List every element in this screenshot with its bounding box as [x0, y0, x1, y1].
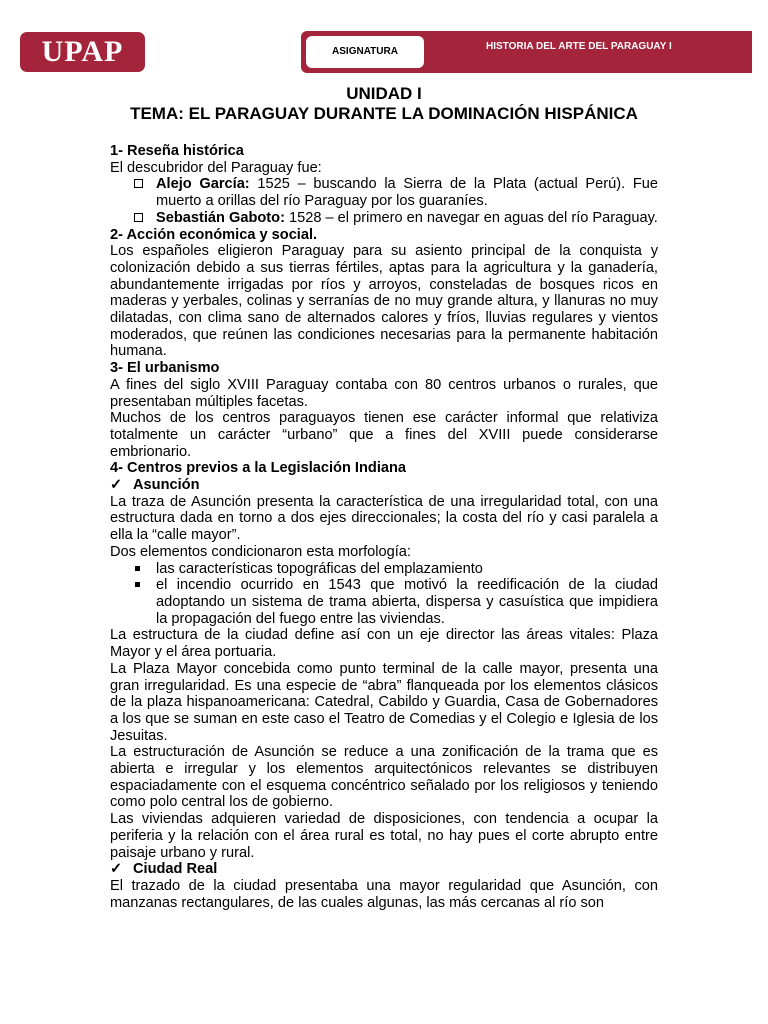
subheading-label: Ciudad Real — [133, 861, 218, 878]
list-item-text: las características topográficas del emplazamiento — [156, 560, 483, 577]
subheading-asuncion — [110, 477, 658, 494]
list-item — [110, 176, 658, 209]
section-heading-1: 1- Reseña histórica — [110, 143, 244, 159]
subheading-ciudad-real — [110, 861, 658, 878]
list-item — [110, 210, 658, 227]
subheading-label: Asunción — [133, 477, 200, 494]
paragraph: La traza de Asunción presenta la característica de una irregularidad total, con una estructura dada en torno a dos ejes direccionales; la costa del río y casi paralela a ella la “calle mayor”. — [110, 493, 658, 544]
checkbox-bullet-icon — [134, 213, 143, 222]
checkmark-icon: ✓ — [110, 477, 123, 494]
paragraph: Los españoles eligieron Paraguay para su asiento principal de la conquista y colonización debido a sus tierras fértiles, aptas para la agricultura y la ganadería, abundantemente irrigadas por ríos y arroyos, consteladas de bosques ricos en maderas y yerbales, colinas y serranías de no muy grande altura, y llanuras no muy dilatadas, con clima sano de alternados calores y fríos, lluvias regulares y vientos moderados, que reúnen las condiciones necesarias para la permanente habitación humana. — [110, 243, 658, 360]
list-item-text: 1528 – el primero en navegar en aguas del río Paraguay. — [284, 209, 658, 226]
paragraph: Dos elementos condicionaron esta morfología: — [110, 543, 411, 560]
list-item-name: Sebastián Gaboto: — [156, 209, 285, 226]
unit-title: UNIDAD I — [346, 84, 422, 103]
list-item — [110, 577, 658, 627]
section-heading-3: 3- El urbanismo — [110, 360, 220, 377]
section-heading-2: 2- Acción económica y social. — [110, 226, 318, 243]
paragraph: La estructura de la ciudad define así con un eje director las áreas vitales: Plaza Mayor y el área portuaria. — [110, 627, 658, 661]
title-block — [0, 84, 768, 124]
upap-logo: UPAP — [20, 32, 145, 72]
list-item-name: Alejo García: — [156, 176, 250, 193]
section-heading-4: 4- Centros previos a la Legislación Indiana — [110, 460, 407, 477]
paragraph: El descubridor del Paraguay fue: — [110, 159, 322, 176]
theme-title: TEMA: EL PARAGUAY DURANTE LA DOMINACIÓN HISPÁNICA — [130, 104, 638, 123]
paragraph: Las viviendas adquieren variedad de disposiciones, con tendencia a ocupar la periferia y la relación con el área rural es total, no hay pues el corte abrupto entre paisaje urbano y rural. — [110, 811, 658, 861]
square-bullet-icon — [135, 582, 140, 587]
subject-name: HISTORIA DEL ARTE DEL PARAGUAY I — [486, 41, 672, 52]
square-bullet-icon — [135, 566, 140, 571]
paragraph: A fines del siglo XVIII Paraguay contaba con 80 centros urbanos o rurales, que presentaban múltiples facetas. — [110, 376, 658, 410]
checkbox-bullet-icon — [134, 179, 143, 188]
paragraph: Muchos de los centros paraguayos tienen ese carácter informal que relativiza totalmente un carácter “urbano” que a fines del XVIII puede considerarse embrionario. — [110, 410, 658, 460]
list-item-text: el incendio ocurrido en 1543 que motivó la reedificación de la ciudad adoptando un sistema de trama abierta, dispersa y casuística que impidiera la propagación del fuego entre las viviendas. — [156, 577, 658, 627]
checkmark-icon: ✓ — [110, 861, 123, 878]
subject-tab-label: ASIGNATURA — [306, 36, 424, 68]
paragraph: La estructuración de Asunción se reduce a una zonificación de la trama que es abierta e irregular y los elementos arquitectónicos relevantes se distribuyen espaciadamente con el esquema concéntrico señalado por los religiosos y teniendo como polo central los de gobierno. — [110, 744, 658, 811]
document-body — [110, 143, 658, 911]
list-item — [110, 561, 658, 578]
paragraph: La Plaza Mayor concebida como punto terminal de la calle mayor, presenta una gran irregularidad. Es una especie de “abra” flanqueada por los elementos clásicos de la plaza hispanoamericana: Catedral, Cabildo y Guardia, Casa de Gobernadores a los que se suman en este caso el Teatro de Comedias y el Colegio e Iglesia de los Jesuitas. — [110, 660, 658, 744]
paragraph: El trazado de la ciudad presentaba una mayor regularidad que Asunción, con manzanas rectangulares, de las cuales algunas, las más cercanas al río son — [110, 877, 658, 911]
list-item-text: 1525 – buscando la Sierra de la Plata (actual Perú). Fue muerto a orillas del río Paraguay por los guaraníes. — [156, 176, 658, 210]
